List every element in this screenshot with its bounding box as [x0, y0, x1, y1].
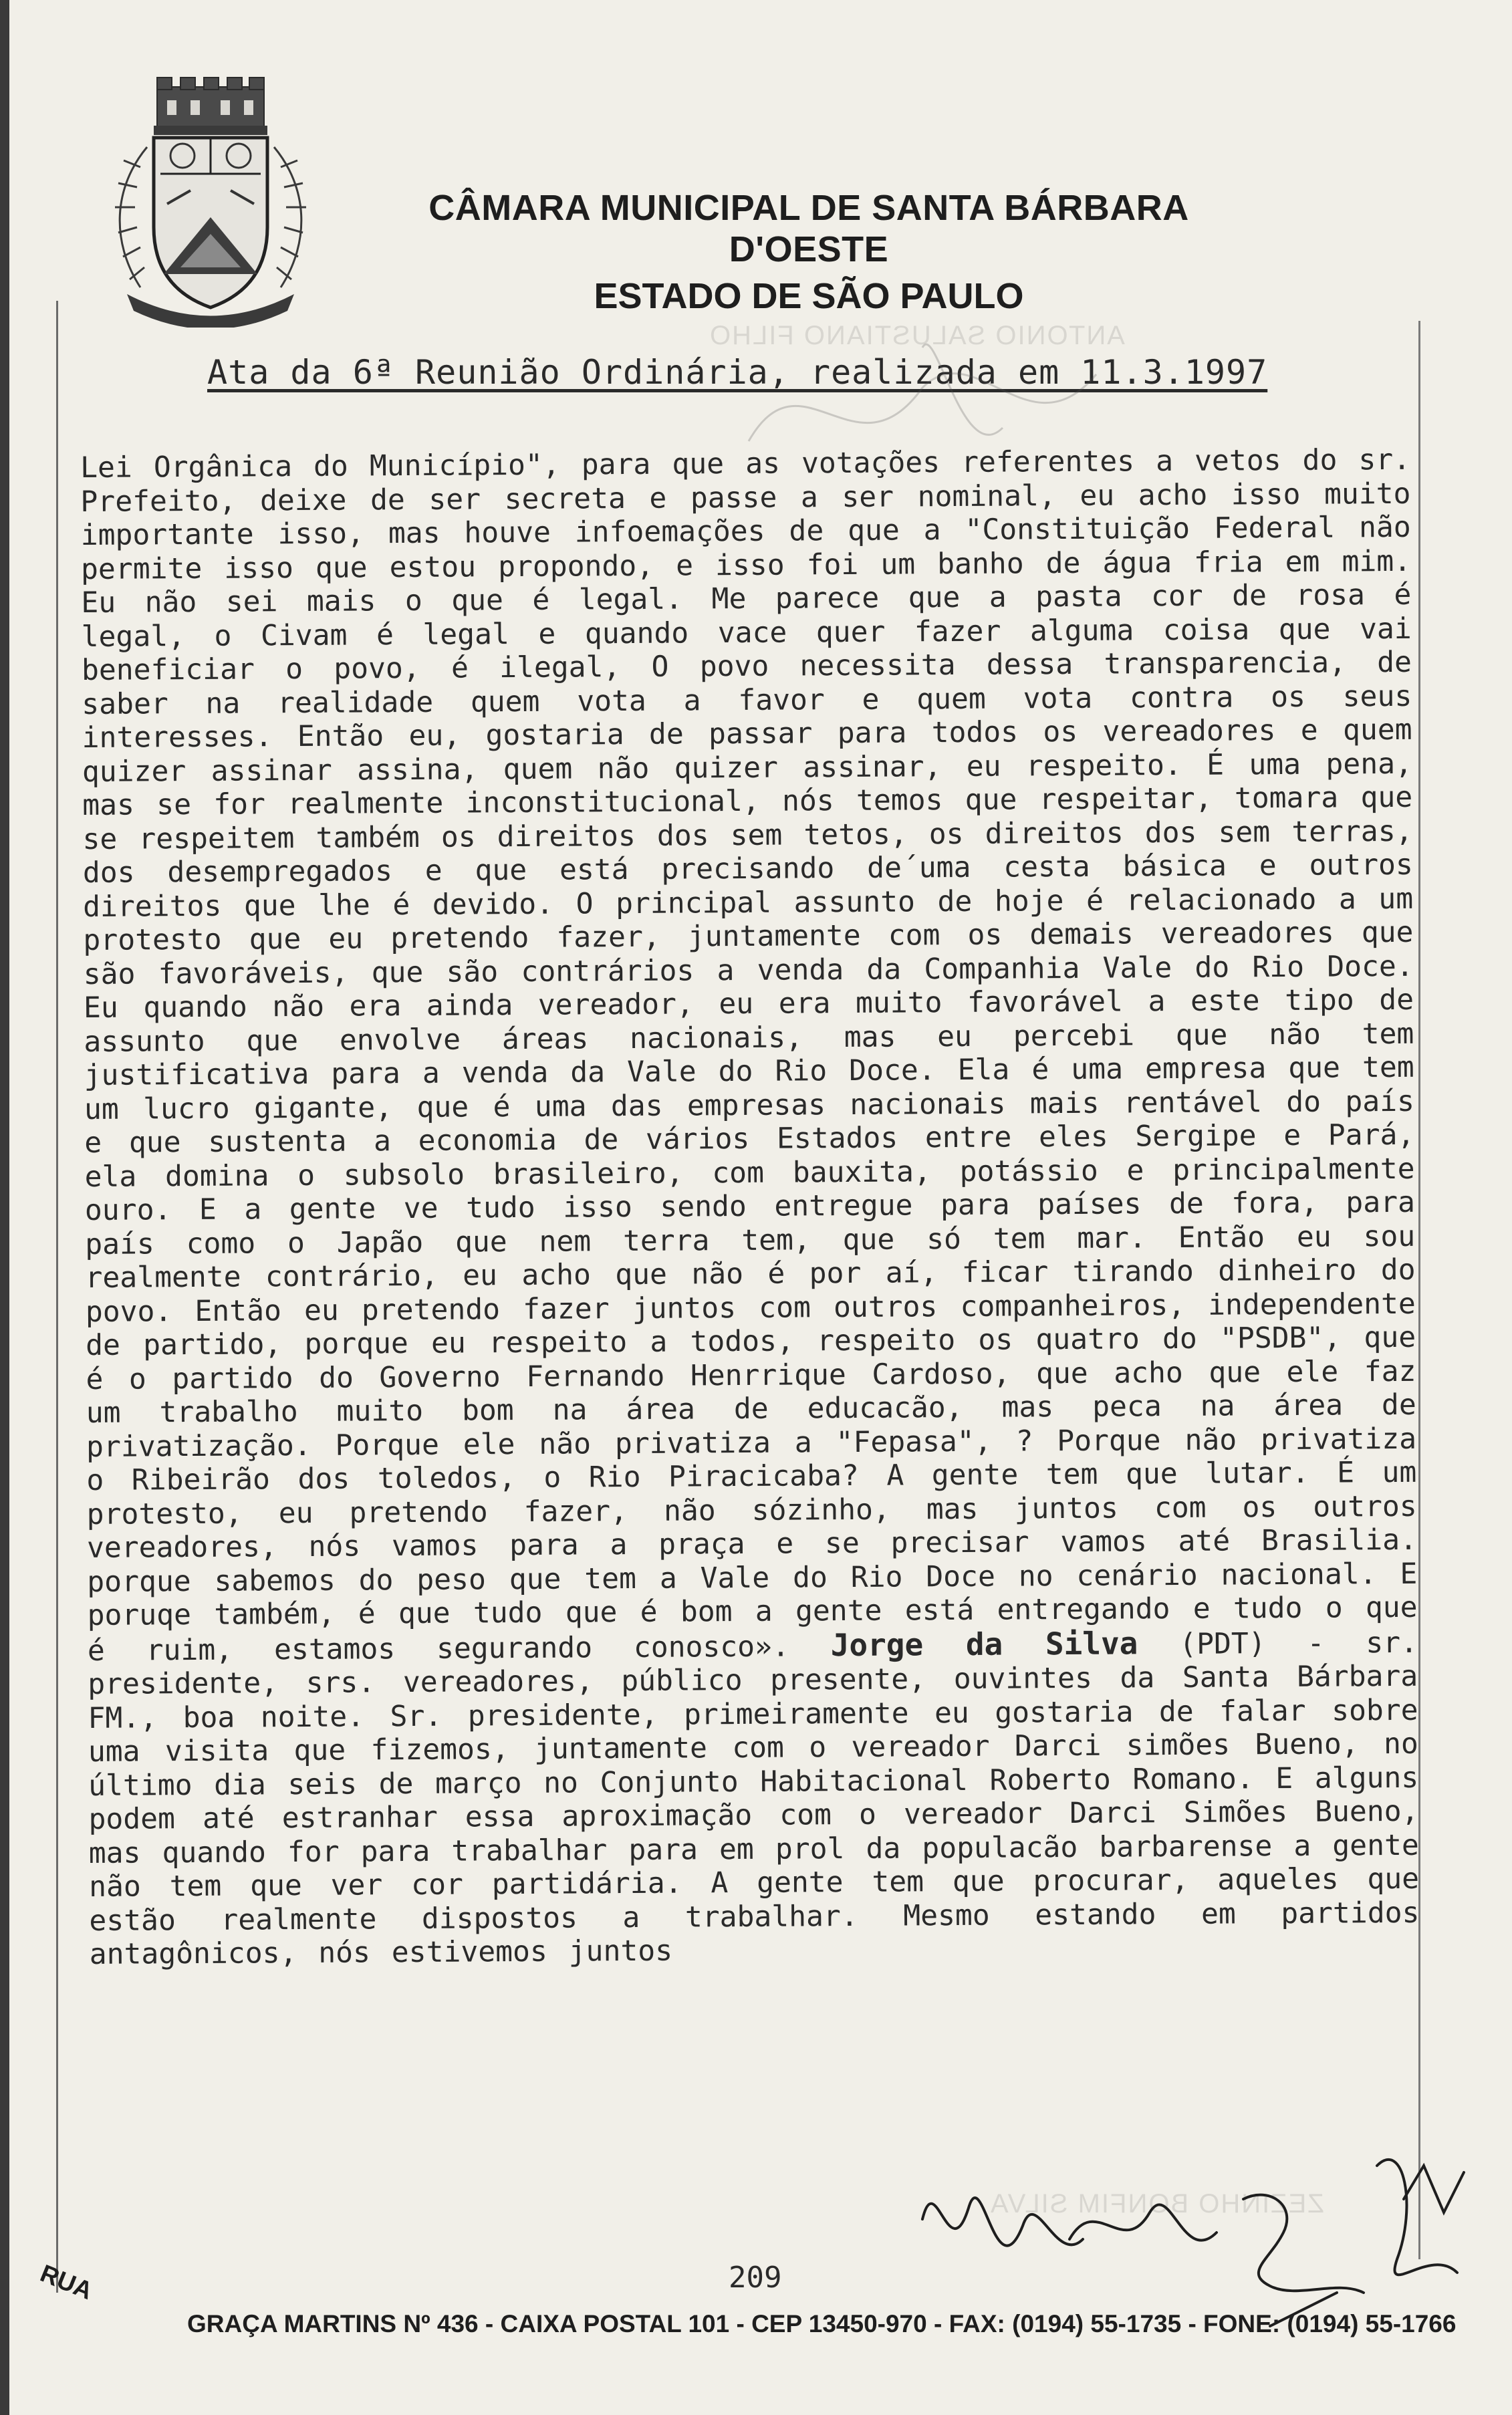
footer-street-start: RUA: [36, 2259, 97, 2305]
right-margin-rule: [1418, 321, 1420, 2259]
page-number: 209: [729, 2261, 782, 2295]
state-name: ESTADO DE SÃO PAULO: [594, 276, 1024, 316]
faint-signature-bleed: [722, 307, 1324, 508]
institution-name: CÂMARA MUNICIPAL DE SANTA BÁRBARA D'OESTE: [428, 188, 1189, 269]
bleed-through-bottom: ZEZINHO BONFIM SILVA: [989, 2189, 1324, 2218]
minutes-body: [80, 443, 1420, 1972]
body-segment-2: (PDT) - sr. presidente, srs. vereadores, público presente, ouvintes da Santa Bárbara FM., boa noite. Sr. presidente, primeiramente eu gostaria de falar sobre uma visita que fizemos, juntamente com o vereador Darci simões Bueno, no último dia seis de março no Conjunto Habitacional Roberto Romano. E alguns podem até estranhar essa aproximação com o vereador Darci Simões Bueno, mas quando for para trabalhar para em prol da populacão barbarense a gente não tem que ver cor partidária. A gente tem que procurar, aqueles que estão realmente dispostos a trabalhar. Mesmo estando em partidos antagônicos, nós estivemos juntos: [88, 1626, 1420, 1971]
bleed-through-top: ANTONIO SALUSTIANO FILHO: [709, 321, 1125, 350]
footer-address-line: GRAÇA MARTINS Nº 436 - CAIXA POSTAL 101 - CEP 13450-970 - FAX: (0194) 55-1735 - FONE: (0194) 55-1766: [187, 2310, 1457, 2337]
minute-title: Ata da 6ª Reunião Ordinária, realizada em 11.3.1997: [207, 353, 1268, 392]
scan-edge: [0, 0, 9, 2415]
left-margin-rule: [56, 301, 58, 2293]
letterhead: [374, 187, 1243, 317]
speaker-name: Jorge da Silva: [830, 1624, 1138, 1663]
municipal-coat-of-arms-icon: [100, 74, 321, 328]
footer-address: [36, 2259, 1511, 2339]
body-segment-1: Lei Orgânica do Município", para que as votações referentes a vetos do sr. Prefeito, deixe de ser secreta e passe a ser nominal, eu acho isso muito importante isso, mas houve infoemações de que a "Constituição Federal não permite isso que estou propondo, e isso foi um banho de água fria em mim. Eu não sei mais o que é legal. Me parece que a pasta cor de rosa é legal, o Civam é legal e quando vace quer fazer alguma coisa que vai beneficiar o povo, é ilegal, O povo necessita dessa transparencia, de saber na realidade quem vota a favor e quem vota contra os seus interesses. Então eu, gostaria de passar para todos os vereadores e quem quizer assinar assina, quem não quizer assinar, eu respeito. É uma pena, mas se for realmente inconstitucional, nós temos que respeitar, tomara que se respeitem também os direitos dos sem tetos, os direitos dos sem terras, dos desempregados e que está precisando de´uma cesta básica e outros direitos que lhe é devido. O principal assunto de hoje é relacionado a um protesto que eu pretendo fazer, juntamente com os demais vereadores que são favoráveis, que são contrários a venda da Companhia Vale do Rio Doce. Eu quando não era ainda vereador, eu era muito favorável a este tipo de assunto que envolve áreas nacionais, mas eu percebi que não tem justificativa para a venda da Vale do Rio Doce. Ela é uma empresa que tem um lucro gigante, que é uma das empresas nacionais mais rentável do país e que sustenta a economia de vários Estados entre eles Sergipe e Pará, ela domina o subsolo brasileiro, com bauxita, potássio e principalmente ouro. E a gente ve tudo isso sendo entregue para países de fora, para país como o Japão que nem terra tem, que só tem mar. Então eu sou realmente contrário, eu acho que não é por aí, ficar tirando dinheiro do povo. Então eu pretendo fazer juntos com outros companheiros, independente de partido, porque eu respeito a todos, respeito os quatro do "PSDB", que é o partido do Governo Fernando Henrrique Cardoso, que acho que ele faz um trabalho muito bom na área de educacão, mas peca na área de privatização. Porque ele não privatiza a "Fepasa", ? Porque não privatiza o Ribeirão dos toledos, o Rio Piracicaba? A gente tem que lutar. É um protesto, eu pretendo fazer, não sózinho, mas juntos com os outros vereadores, nós vamos para a praça e se precisar vamos até Brasilia. porque sabemos do peso que tem a Vale do Rio Doce no cenário nacional. E poruqe também, é que tudo que é bom a gente está entregando e tudo o que é ruim, estamos segurando conosco».: [80, 442, 1418, 1668]
minutes-paragraph: [80, 443, 1420, 1972]
